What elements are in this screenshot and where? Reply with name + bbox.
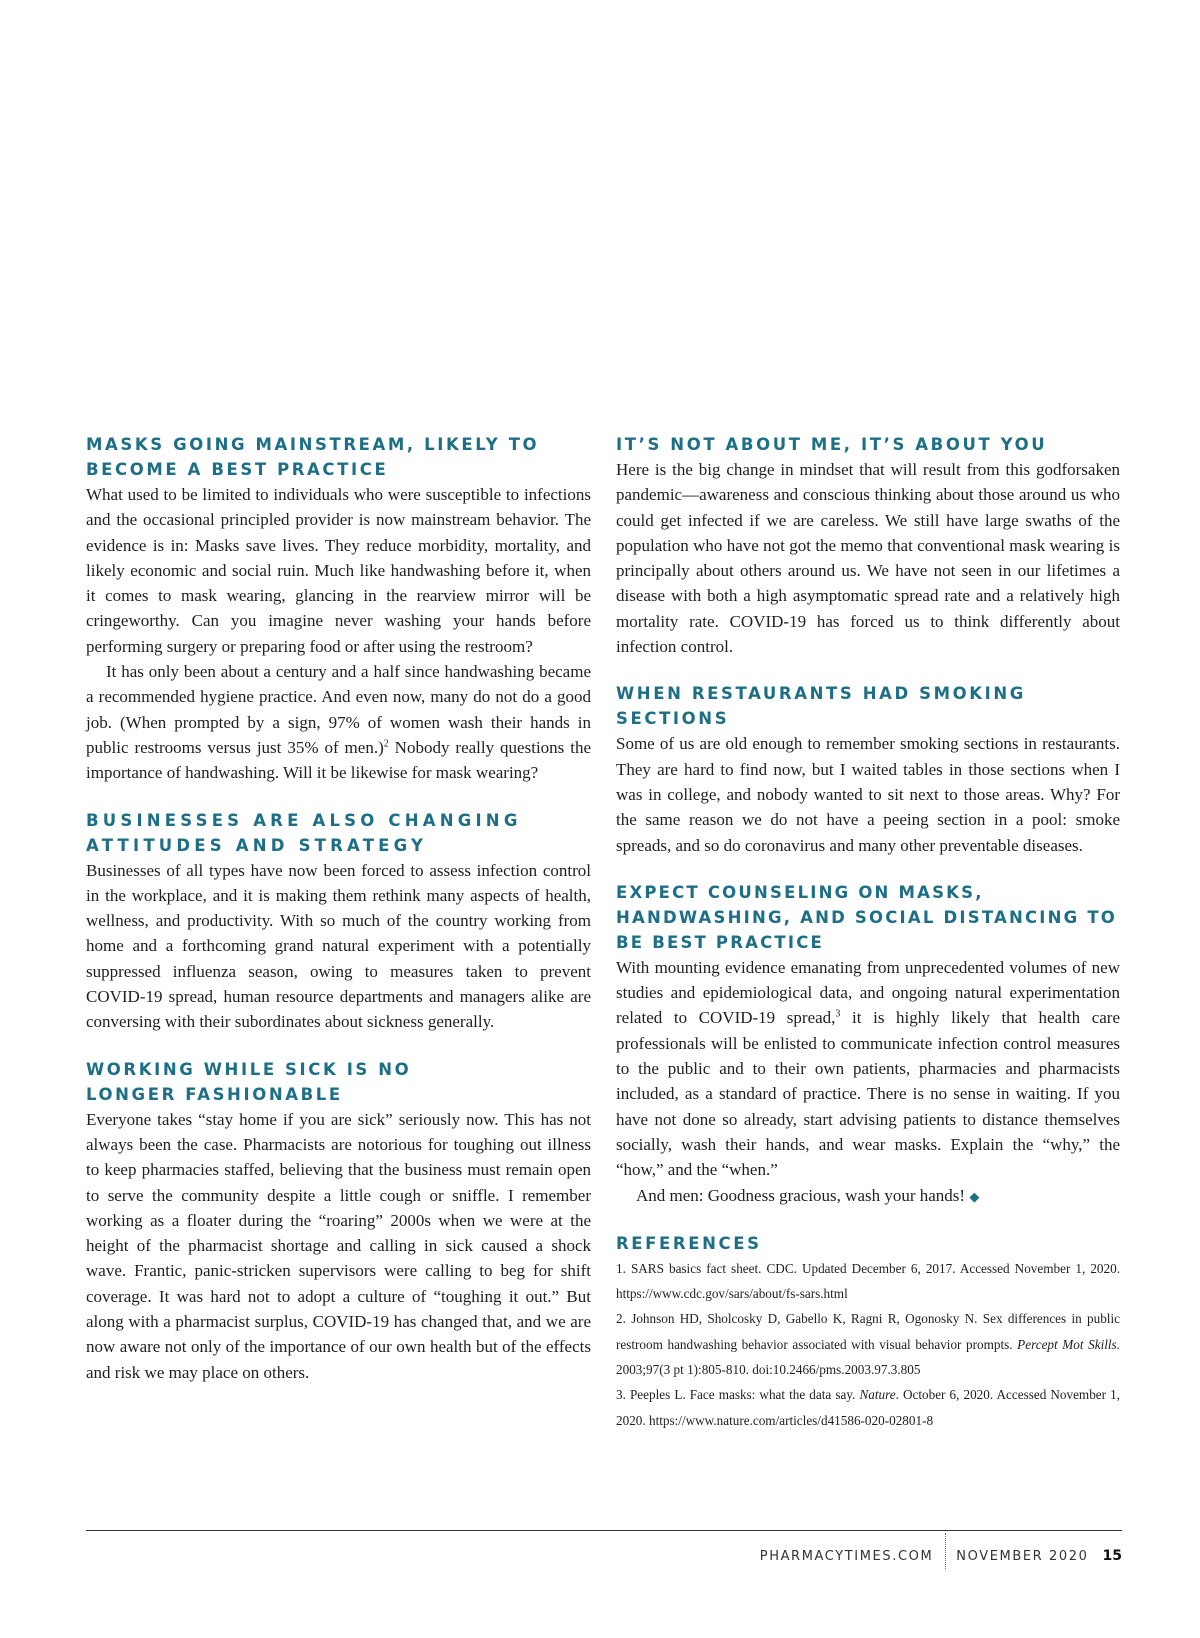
end-mark-diamond-icon: ◆ (969, 1188, 980, 1204)
references-list (616, 1256, 1120, 1433)
right-column (616, 432, 1120, 1433)
footer-separator (945, 1533, 946, 1569)
section-heading-working-sick: WORKING WHILE SICK IS NO LONGER FASHIONABLE (86, 1059, 412, 1104)
citation-superscript: 2 (383, 738, 389, 750)
body-paragraph: With mounting evidence emanating from unprecedented volumes of new studies and epidemiological data, and ongoing natural experimentation related to COVID-19 spread,$^3$ it is highly likely that health care professionals will be enlisted to communicate infection control measures to the public and to their own patients, pharmacies and pharmacists included, as a standard of practice. There is no sense in waiting. If you have not done so already, start advising patients to distance themselves socially, wash their hands, and wear masks. Explain the “why,” the “how,” and the “when.” (616, 957, 1120, 1180)
reference-item: 1. SARS basics fact sheet. CDC. Updated December 6, 2017. Accessed November 1, 2020. https://www.cdc.gov/sars/about/fs-sars.html (616, 1260, 1120, 1302)
section-heading-smoking-sections: WHEN RESTAURANTS HAD SMOKING SECTIONS (616, 684, 1026, 729)
reference-item: 3. Peeples L. Face masks: what the data say. Nature. October 6, 2020. Accessed November 1, 2020. https://www.nature.com/articles/d41586-020-02801-8 (616, 1387, 1120, 1428)
section-heading-expect-counseling: EXPECT COUNSELING ON MASKS, HANDWASHING, AND SOCIAL DISTANCING TO BE BEST PRACTICE (616, 882, 1118, 952)
closing-paragraph: And men: Goodness gracious, wash your hands! ◆ (636, 1185, 980, 1205)
section-heading-about-you: IT’S NOT ABOUT ME, IT’S ABOUT YOU (616, 435, 1048, 454)
section-heading-masks-mainstream: MASKS GOING MAINSTREAM, LIKELY TO BECOME A BEST PRACTICE (86, 435, 540, 479)
left-column (86, 432, 591, 1385)
references-heading: REFERENCES (616, 1233, 762, 1253)
body-paragraph: It has only been about a century and a half since handwashing became a recommended hygiene practice. And even now, many do not do a good job. (When prompted by a sign, 97% of women wash their hands in public restrooms versus just 35% of men.)$^2$ Nobody really questions the importance of handwashing. Will it be likewise for mask wearing? (86, 662, 591, 783)
page-number: 15 (1102, 1548, 1122, 1564)
body-paragraph: Here is the big change in mindset that will result from this godforsaken pandemic—awareness and conscious thinking about those around us who could get infected if we are careless. We still have large swaths of the population who have not got the memo that conventional mask wearing is principally about others around us. We have not seen in our lifetimes a disease with both a high asymptomatic spread rate and a relatively high mortality rate. COVID-19 has forced us to think differently about infection control. (616, 460, 1120, 657)
section-heading-businesses: BUSINESSES ARE ALSO CHANGING ATTITUDES AND STRATEGY (86, 810, 522, 855)
reference-item: 2. Johnson HD, Sholcosky D, Gabello K, Ragni R, Ogonosky N. Sex differences in public restroom handwashing behavior associated with visual behavior prompts. Percept Mot Skills. 2003;97(3 pt 1):805-810. doi:10.2466/pms.2003.97.3.805 (616, 1311, 1120, 1378)
footer-site: PHARMACYTIMES.COM (759, 1548, 934, 1564)
footer-divider (86, 1530, 1122, 1531)
page-footer (760, 1543, 1122, 1569)
body-paragraph: Everyone takes “stay home if you are sick” seriously now. This has not always been the case. Pharmacists are notorious for toughing out illness to keep pharmacies staffed, believing that the business must remain open to serve the community despite a little cough or sniffle. I remember working as a floater during the “roaring” 2000s when we were at the height of the pharmacist shortage and calling in sick caused a shock wave. Frantic, panic-stricken supervisors were calling to beg for shift coverage. It was hard not to adopt a culture of “toughing it out.” But along with a pharmacist surplus, COVID-19 has changed that, and we are now aware not only of the importance of our own health but of the effects and risk we may place on others. (86, 1109, 591, 1382)
body-paragraph: What used to be limited to individuals who were susceptible to infections and the occasional principled provider is now mainstream behavior. The evidence is in: Masks save lives. They reduce morbidity, mortality, and likely economic and social ruin. Much like handwashing before it, when it comes to mask wearing, glancing in the rearview mirror will be cringeworthy. Can you imagine never washing your hands before performing surgery or preparing food or after using the restroom? (86, 485, 591, 656)
body-paragraph: Some of us are old enough to remember smoking sections in restaurants. They are hard to find now, but I waited tables in those sections when I was in college, and nobody wanted to sit next to those areas. Why? For the same reason we do not have a peeing section in a pool: smoke spreads, and so do coronavirus and many other preventable diseases. (616, 734, 1120, 855)
citation-superscript: 3 (835, 1008, 841, 1020)
body-paragraph: Businesses of all types have now been forced to assess infection control in the workplace, and it is making them rethink many aspects of health, wellness, and productivity. With so much of the country working from home and a forthcoming grand natural experiment with a potentially suppressed influenza season, owing to measures taken to prevent COVID-19 spread, human resource departments and managers alike are conversing with their subordinates about sickness generally. (86, 860, 591, 1032)
footer-issue: NOVEMBER 2020 (956, 1548, 1089, 1564)
